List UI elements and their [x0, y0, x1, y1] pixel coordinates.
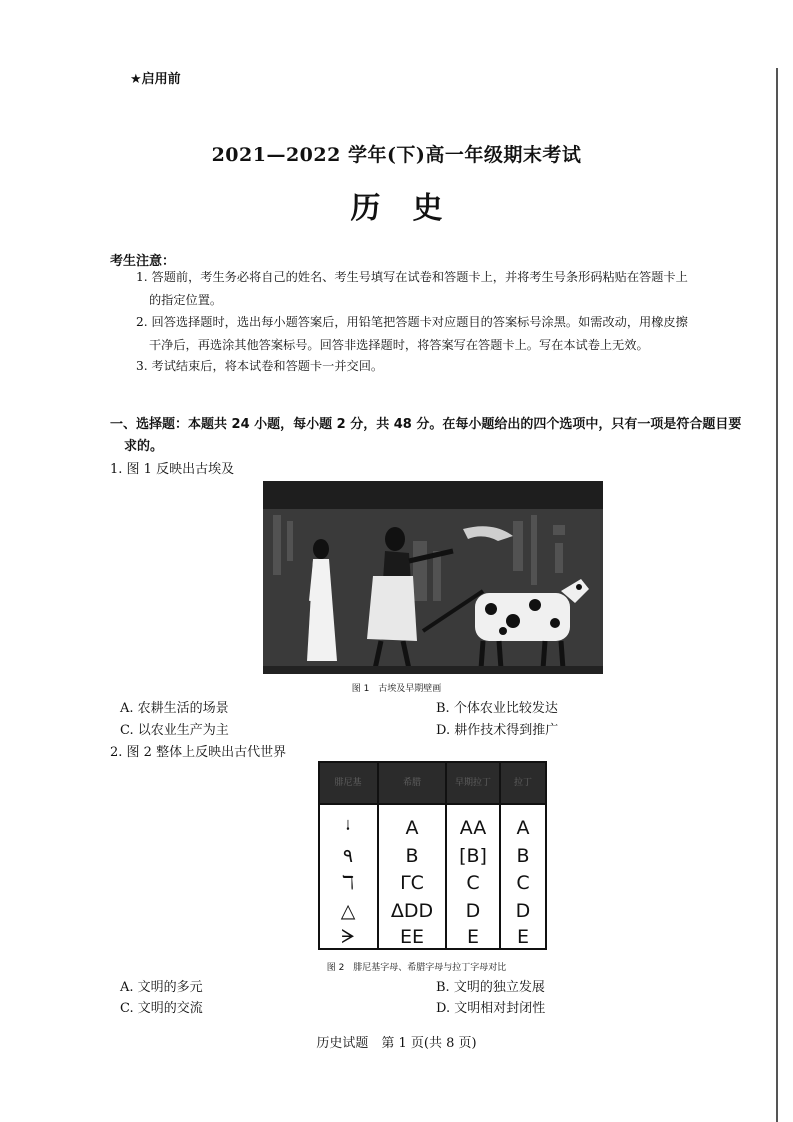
table-cell: A	[405, 817, 419, 839]
question-1-option-d[interactable]: D. 耕作技术得到推广	[436, 723, 559, 738]
notice-item-1	[136, 266, 756, 312]
table-cell: ٩	[342, 845, 354, 867]
page-footer: 历史试题 第 1 页(共 8 页)	[316, 1036, 477, 1051]
question-2-option-a[interactable]: A. 文明的多元	[120, 980, 203, 995]
table-cell: B	[405, 845, 419, 867]
table-cell: ΔDD	[390, 900, 434, 922]
table-cell: [B]	[459, 845, 487, 867]
table-cell: B	[516, 845, 530, 867]
figure-2-alphabet-table	[318, 761, 558, 953]
question-2-option-c[interactable]: C. 文明的交流	[120, 1001, 203, 1016]
question-2-option-b[interactable]: B. 文明的独立发展	[436, 980, 545, 995]
table-header-latin: 拉丁	[513, 778, 533, 788]
table-cell: ᛍ	[342, 817, 354, 839]
table-cell: E	[466, 926, 480, 948]
question-1-option-c[interactable]: C. 以农业生产为主	[120, 723, 229, 738]
table-cell: D	[465, 900, 481, 922]
question-1-stem: 1. 图 1 反映出古埃及	[110, 462, 235, 477]
table-cell: ᗒ	[341, 926, 355, 948]
table-cell: AA	[459, 817, 487, 839]
table-cell: ℸ	[341, 872, 355, 894]
table-header-phoenician: 腓尼基	[334, 778, 362, 788]
notice-item-2	[136, 311, 756, 357]
exam-title: 2021—2022 学年(下)高一年级期末考试	[211, 144, 582, 166]
table-header-greek: 希腊	[402, 778, 422, 788]
table-cell: EE	[399, 926, 425, 948]
notice-item-1-line2: 的指定位置。	[149, 293, 223, 307]
notice-item-3-line1: 3. 考试结束后，将本试卷和答题卡一并交回。	[136, 359, 384, 373]
question-2-option-d[interactable]: D. 文明相对封闭性	[436, 1001, 546, 1016]
notice-item-2-line1: 2. 回答选择题时，选出每小题答案后，用铅笔把答题卡对应题目的答案标号涂黑。如需改动，用橡皮擦	[136, 315, 688, 329]
question-1-option-b[interactable]: B. 个体农业比较发达	[436, 701, 558, 716]
secret-label: ★启用前	[130, 72, 181, 87]
table-header-early-latin: 早期拉丁	[454, 778, 492, 788]
notice-item-3	[136, 355, 756, 378]
notice-item-1-line1: 1. 答题前，考生务必将自己的姓名、考生号填写在试卷和答题卡上，并将考生号条形码粘贴在答题卡上	[136, 270, 688, 284]
question-2-stem: 2. 图 2 整体上反映出古代世界	[110, 745, 287, 760]
table-cell: E	[516, 926, 530, 948]
table-cell: C	[516, 872, 530, 894]
subject-title: 历史	[350, 191, 475, 226]
notice-item-2-line2: 干净后，再选涂其他答案标号。回答非选择题时，将答案写在答题卡上。写在本试卷上无效。	[149, 338, 649, 352]
alphabet-table	[318, 761, 558, 953]
section-heading	[110, 414, 750, 458]
table-cell: △	[340, 900, 356, 922]
table-cell: A	[516, 817, 530, 839]
question-1-option-a[interactable]: A. 农耕生活的场景	[120, 701, 229, 716]
mural-illustration	[263, 481, 603, 674]
figure-2-caption: 图 2 腓尼基字母、希腊字母与拉丁字母对比	[326, 963, 507, 973]
figure-1-egyptian-mural	[263, 481, 603, 674]
table-cell: D	[515, 900, 531, 922]
figure-1-caption: 图 1 古埃及早期壁画	[351, 684, 442, 694]
table-cell: C	[466, 872, 480, 894]
table-cell: ΓC	[400, 872, 424, 894]
section-heading-line2: 求的。	[124, 439, 164, 454]
notice-heading: 考生注意：	[110, 254, 176, 269]
section-heading-line1: 一、选择题：本题共 24 小题，每小题 2 分，共 48 分。在每小题给出的四个选项中，只有一项是符合题目要	[110, 417, 742, 432]
